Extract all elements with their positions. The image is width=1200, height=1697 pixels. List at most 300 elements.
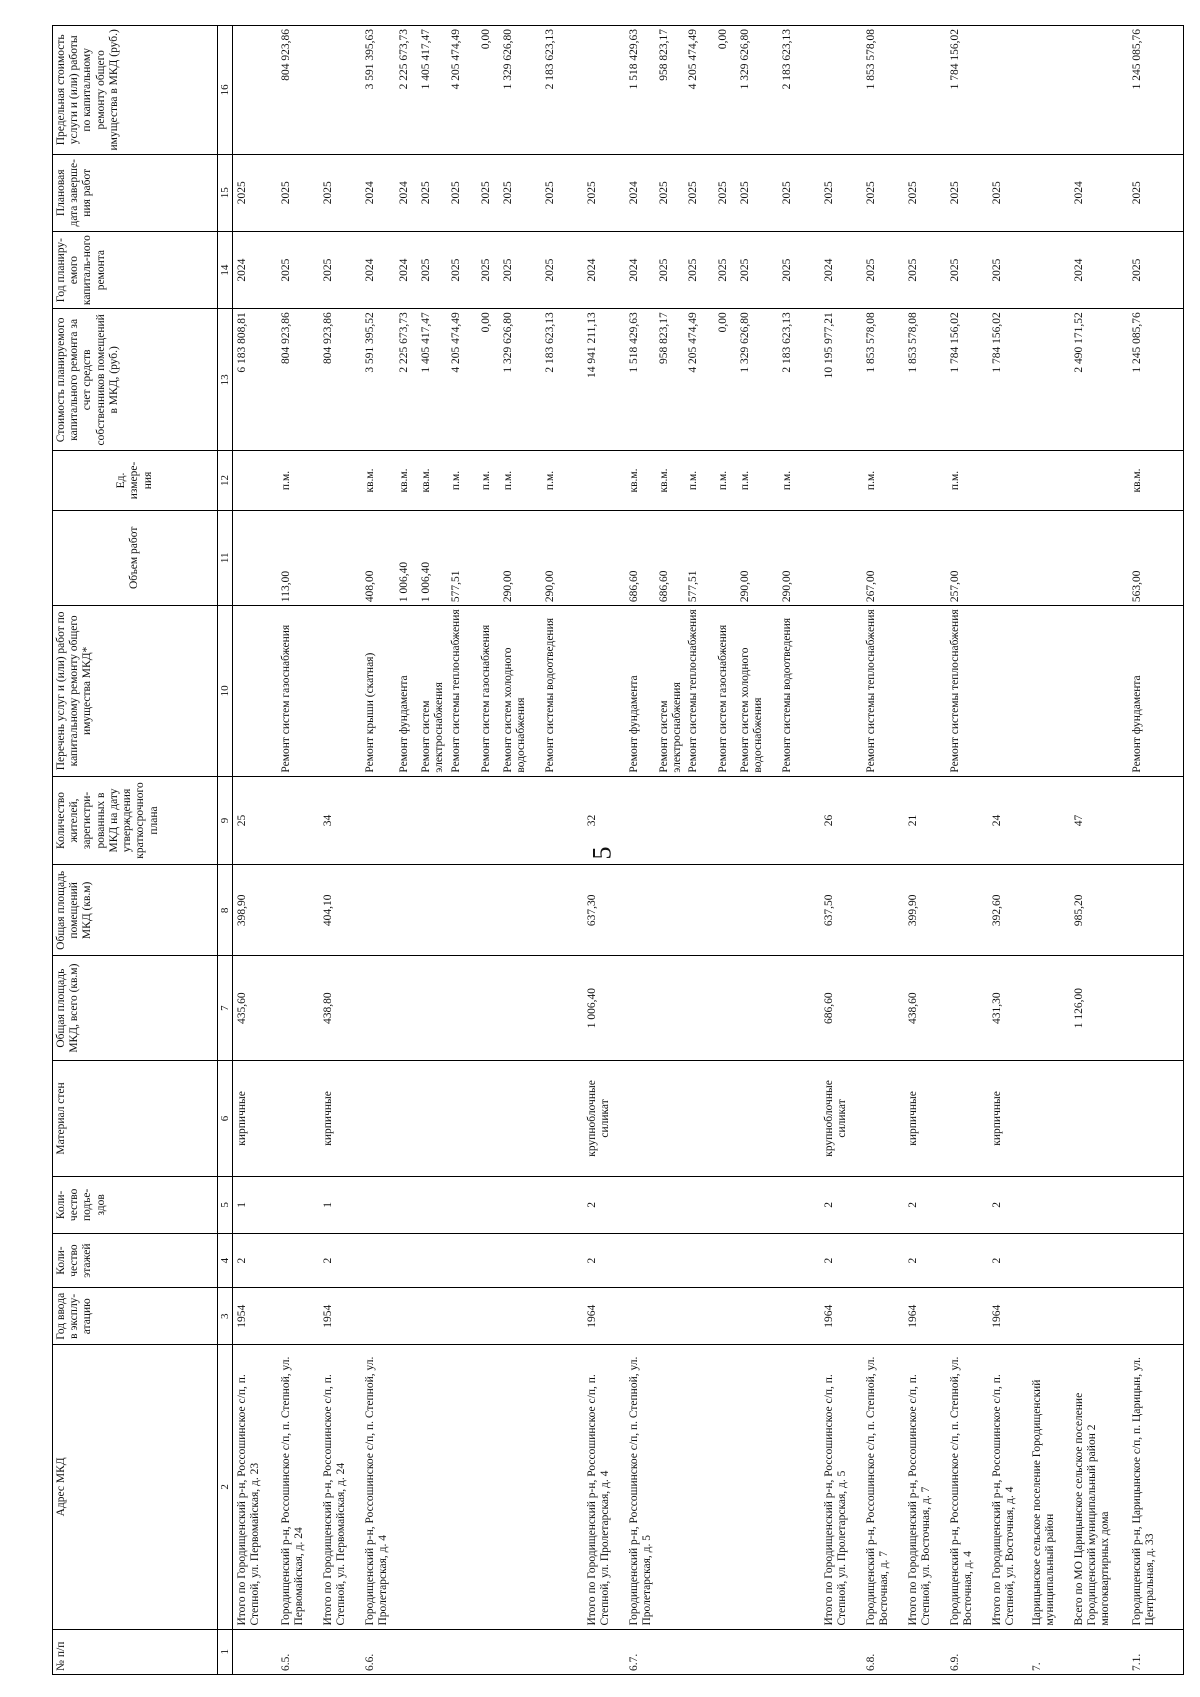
table-row (988, 26, 1028, 1675)
premises-area-cell: 392,60 (988, 865, 1028, 956)
table-row (820, 26, 862, 1675)
residents-cell (946, 776, 988, 865)
completion-year-cell: 2025 (714, 154, 736, 231)
repair-year-cell (1028, 231, 1070, 308)
total-area-cell (655, 956, 684, 1061)
total-area-cell: 1 126,00 (1070, 956, 1128, 1061)
header-address: Адрес МКД (53, 1345, 218, 1629)
total-area-cell (417, 956, 447, 1061)
floors-cell: 2 (583, 1233, 625, 1288)
total-area-cell (447, 956, 477, 1061)
row-number (233, 1629, 277, 1674)
table-row (541, 26, 583, 1675)
wall-material-cell: крупноблочные силикат (583, 1060, 625, 1176)
limit-cost-cell (904, 26, 946, 155)
unit-cell: кв.м. (655, 451, 684, 510)
unit-cell: п.м. (714, 451, 736, 510)
residents-cell: 32 (583, 776, 625, 865)
work-type-cell: Ремонт систем газоснабжения (714, 606, 736, 777)
cost-cell: 958 823,17 (655, 309, 684, 451)
floors-cell (361, 1233, 395, 1288)
entrances-cell (447, 1176, 477, 1233)
colnum: 8 (218, 865, 233, 956)
cost-cell: 1 784 156,02 (946, 309, 988, 451)
volume-cell: 290,00 (736, 510, 778, 606)
row-number (499, 1629, 541, 1674)
volume-cell (477, 510, 499, 606)
address-cell: Городищенский р-н, Царицынское с/п, п. Царицын, ул. Центральная, д. 33 (1128, 1345, 1184, 1629)
address-cell (477, 1345, 499, 1629)
limit-cost-cell: 2 183 623,13 (541, 26, 583, 155)
completion-year-cell: 2025 (541, 154, 583, 231)
table-row (655, 26, 684, 1675)
repair-year-cell: 2025 (904, 231, 946, 308)
cost-cell: 1 245 085,76 (1128, 309, 1184, 451)
wall-material-cell (778, 1060, 820, 1176)
year-cell: 1954 (319, 1288, 361, 1345)
unit-cell: п.м. (684, 451, 714, 510)
work-type-cell: Ремонт системы водоотведения (778, 606, 820, 777)
table-row (862, 26, 904, 1675)
entrances-cell (499, 1176, 541, 1233)
residents-cell (625, 776, 655, 865)
work-type-cell: Ремонт системы водоотведения (541, 606, 583, 777)
premises-area-cell (655, 865, 684, 956)
colnum: 10 (218, 606, 233, 777)
row-number (1070, 1629, 1128, 1674)
wall-material-cell (714, 1060, 736, 1176)
limit-cost-cell: 1 245 085,76 (1128, 26, 1184, 155)
wall-material-cell: кирпичные (988, 1060, 1028, 1176)
premises-area-cell: 637,30 (583, 865, 625, 956)
entrances-cell (862, 1176, 904, 1233)
unit-cell (820, 451, 862, 510)
repair-year-cell: 2025 (541, 231, 583, 308)
premises-area-cell: 398,90 (233, 865, 277, 956)
table-row (1128, 26, 1184, 1675)
completion-year-cell: 2025 (277, 154, 319, 231)
volume-cell (904, 510, 946, 606)
unit-cell: п.м. (499, 451, 541, 510)
completion-year-cell: 2025 (988, 154, 1028, 231)
repair-year-cell: 2024 (1070, 231, 1128, 308)
limit-cost-cell: 0,00 (714, 26, 736, 155)
floors-cell (684, 1233, 714, 1288)
premises-area-cell (277, 865, 319, 956)
year-cell (1028, 1288, 1070, 1345)
completion-year-cell (1028, 154, 1070, 231)
limit-cost-cell: 4 205 474,49 (684, 26, 714, 155)
row-number (778, 1629, 820, 1674)
header-completion-date: Плановая дата заверше-ния работ (53, 154, 218, 231)
completion-year-cell: 2025 (778, 154, 820, 231)
address-cell: Итого по Городищенский р-н, Россошинское с/п, п. Степной, ул. Первомайская, д. 24 (319, 1345, 361, 1629)
entrances-cell: 2 (904, 1176, 946, 1233)
residents-cell (1128, 776, 1184, 865)
colnum: 15 (218, 154, 233, 231)
table-row (395, 26, 417, 1675)
repair-year-cell: 2025 (417, 231, 447, 308)
residents-cell (862, 776, 904, 865)
unit-cell: п.м. (447, 451, 477, 510)
total-area-cell: 435,60 (233, 956, 277, 1061)
unit-cell: кв.м. (361, 451, 395, 510)
colnum: 11 (218, 510, 233, 606)
premises-area-cell (447, 865, 477, 956)
table-row (477, 26, 499, 1675)
floors-cell (946, 1233, 988, 1288)
entrances-cell: 2 (583, 1176, 625, 1233)
header-volume: Объем работ (53, 510, 218, 606)
residents-cell: 26 (820, 776, 862, 865)
entrances-cell (1128, 1176, 1184, 1233)
cost-cell: 1 518 429,63 (625, 309, 655, 451)
repair-plan-table (52, 25, 1184, 1675)
cost-cell: 3 591 395,52 (361, 309, 395, 451)
limit-cost-cell: 1 853 578,08 (862, 26, 904, 155)
repair-year-cell: 2025 (684, 231, 714, 308)
completion-year-cell: 2025 (233, 154, 277, 231)
premises-area-cell: 399,90 (904, 865, 946, 956)
completion-year-cell: 2025 (946, 154, 988, 231)
wall-material-cell (684, 1060, 714, 1176)
row-number (477, 1629, 499, 1674)
wall-material-cell (946, 1060, 988, 1176)
premises-area-cell (417, 865, 447, 956)
cost-cell: 10 195 977,21 (820, 309, 862, 451)
wall-material-cell (417, 1060, 447, 1176)
completion-year-cell: 2025 (820, 154, 862, 231)
address-cell: Всего по МО Царицынское сельское поселение Городищенский муниципальный район 2 многоквартирных дома (1070, 1345, 1128, 1629)
volume-cell (714, 510, 736, 606)
residents-cell (417, 776, 447, 865)
floors-cell (499, 1233, 541, 1288)
work-type-cell: Ремонт крыши (скатная) (361, 606, 395, 777)
unit-cell: кв.м. (417, 451, 447, 510)
residents-cell (655, 776, 684, 865)
cost-cell: 4 205 474,49 (447, 309, 477, 451)
total-area-cell (541, 956, 583, 1061)
floors-cell (655, 1233, 684, 1288)
header-total-area: Общая площадь МКД, всего (кв.м) (53, 956, 218, 1061)
address-cell (499, 1345, 541, 1629)
work-type-cell: Ремонт систем холодного водоснабжения (499, 606, 541, 777)
cost-cell: 1 853 578,08 (862, 309, 904, 451)
entrances-cell (1028, 1176, 1070, 1233)
unit-cell (233, 451, 277, 510)
floors-cell (1128, 1233, 1184, 1288)
completion-year-cell: 2025 (319, 154, 361, 231)
floors-cell (625, 1233, 655, 1288)
year-cell: 1964 (820, 1288, 862, 1345)
residents-cell: 47 (1070, 776, 1128, 865)
limit-cost-cell (233, 26, 277, 155)
cost-cell: 804 923,86 (277, 309, 319, 451)
completion-year-cell: 2024 (1070, 154, 1128, 231)
repair-year-cell: 2025 (988, 231, 1028, 308)
limit-cost-cell: 1 784 156,02 (946, 26, 988, 155)
address-cell (714, 1345, 736, 1629)
total-area-cell: 686,60 (820, 956, 862, 1061)
volume-cell (1028, 510, 1070, 606)
year-cell: 1964 (988, 1288, 1028, 1345)
work-type-cell: Ремонт фундамента (1128, 606, 1184, 777)
entrances-cell (395, 1176, 417, 1233)
table-row (447, 26, 477, 1675)
address-cell: Городищенский р-н, Россошинское с/п, п. Степной, ул. Пролетарская, д. 5 (625, 1345, 655, 1629)
row-number (820, 1629, 862, 1674)
address-cell: Городищенский р-н, Россошинское с/п, п. Степной, ул. Восточная, д. 4 (946, 1345, 988, 1629)
row-number (988, 1629, 1028, 1674)
floors-cell (1070, 1233, 1128, 1288)
limit-cost-cell: 1 329 626,80 (499, 26, 541, 155)
limit-cost-cell: 958 823,17 (655, 26, 684, 155)
unit-cell: п.м. (277, 451, 319, 510)
table-row (946, 26, 988, 1675)
year-cell (477, 1288, 499, 1345)
address-cell: Городищенский р-н, Россошинское с/п, п. Степной, ул. Первомайская, д. 24 (277, 1345, 319, 1629)
wall-material-cell (361, 1060, 395, 1176)
table-row (583, 26, 625, 1675)
total-area-cell (1028, 956, 1070, 1061)
address-cell (655, 1345, 684, 1629)
work-type-cell (904, 606, 946, 777)
unit-cell: кв.м. (625, 451, 655, 510)
residents-cell: 34 (319, 776, 361, 865)
completion-year-cell: 2025 (736, 154, 778, 231)
unit-cell (1028, 451, 1070, 510)
repair-year-cell: 2024 (820, 231, 862, 308)
limit-cost-cell: 1 329 626,80 (736, 26, 778, 155)
row-number: 7.1. (1128, 1629, 1184, 1674)
cost-cell: 2 183 623,13 (778, 309, 820, 451)
row-number: 6.9. (946, 1629, 988, 1674)
address-cell: Царицынское сельское поселение Городищенский муниципальный район (1028, 1345, 1070, 1629)
floors-cell: 2 (233, 1233, 277, 1288)
repair-year-cell: 2025 (447, 231, 477, 308)
cost-cell: 6 183 808,81 (233, 309, 277, 451)
header-residents: Количество жителей, зарегистри-рованных в МКД на дату утверждения краткосрочного плана (53, 776, 218, 865)
wall-material-cell (655, 1060, 684, 1176)
unit-cell: п.м. (946, 451, 988, 510)
colnum: 14 (218, 231, 233, 308)
table-row (361, 26, 395, 1675)
limit-cost-cell (820, 26, 862, 155)
total-area-cell: 431,30 (988, 956, 1028, 1061)
row-number (583, 1629, 625, 1674)
cost-cell: 804 923,86 (319, 309, 361, 451)
premises-area-cell (862, 865, 904, 956)
entrances-cell (714, 1176, 736, 1233)
total-area-cell (778, 956, 820, 1061)
entrances-cell: 1 (233, 1176, 277, 1233)
table-row (736, 26, 778, 1675)
floors-cell (395, 1233, 417, 1288)
wall-material-cell (447, 1060, 477, 1176)
limit-cost-cell: 1 405 417,47 (417, 26, 447, 155)
table-row (319, 26, 361, 1675)
entrances-cell: 2 (820, 1176, 862, 1233)
year-cell (736, 1288, 778, 1345)
residents-cell (778, 776, 820, 865)
year-cell (447, 1288, 477, 1345)
residents-cell (736, 776, 778, 865)
repair-year-cell: 2025 (477, 231, 499, 308)
row-number: 6.6. (361, 1629, 395, 1674)
entrances-cell (655, 1176, 684, 1233)
work-type-cell (233, 606, 277, 777)
row-number (655, 1629, 684, 1674)
entrances-cell (625, 1176, 655, 1233)
work-type-cell: Ремонт системы теплоснабжения (946, 606, 988, 777)
wall-material-cell (862, 1060, 904, 1176)
address-cell: Городищенский р-н, Россошинское с/п, п. Степной, ул. Пролетарская, д. 4 (361, 1345, 395, 1629)
wall-material-cell (736, 1060, 778, 1176)
premises-area-cell (477, 865, 499, 956)
wall-material-cell (499, 1060, 541, 1176)
wall-material-cell (277, 1060, 319, 1176)
address-cell (684, 1345, 714, 1629)
total-area-cell (684, 956, 714, 1061)
row-number (904, 1629, 946, 1674)
address-cell: Городищенский р-н, Россошинское с/п, п. Степной, ул. Восточная, д. 7 (862, 1345, 904, 1629)
wall-material-cell (395, 1060, 417, 1176)
work-type-cell (319, 606, 361, 777)
total-area-cell (625, 956, 655, 1061)
year-cell (1070, 1288, 1128, 1345)
unit-cell (1070, 451, 1128, 510)
table-row (684, 26, 714, 1675)
volume-cell: 577,51 (684, 510, 714, 606)
completion-year-cell: 2025 (499, 154, 541, 231)
entrances-cell (684, 1176, 714, 1233)
total-area-cell: 1 006,40 (583, 956, 625, 1061)
unit-cell: п.м. (541, 451, 583, 510)
premises-area-cell (946, 865, 988, 956)
work-type-cell: Ремонт систем газоснабжения (477, 606, 499, 777)
repair-year-cell: 2025 (862, 231, 904, 308)
entrances-cell (946, 1176, 988, 1233)
completion-year-cell: 2025 (583, 154, 625, 231)
completion-year-cell: 2025 (904, 154, 946, 231)
cost-cell: 0,00 (714, 309, 736, 451)
volume-cell: 257,00 (946, 510, 988, 606)
table-row (1070, 26, 1128, 1675)
premises-area-cell (625, 865, 655, 956)
address-cell: Итого по Городищенский р-н, Россошинское с/п, п. Степной, ул. Восточная, д. 4 (988, 1345, 1028, 1629)
table-row (1028, 26, 1070, 1675)
address-cell: Итого по Городищенский р-н, Россошинское с/п, п. Степной, ул. Пролетарская, д. 4 (583, 1345, 625, 1629)
volume-cell: 686,60 (625, 510, 655, 606)
completion-year-cell: 2024 (625, 154, 655, 231)
header-year: Год ввода в эксплу-атацию (53, 1288, 218, 1345)
work-type-cell (1028, 606, 1070, 777)
floors-cell (477, 1233, 499, 1288)
year-cell (714, 1288, 736, 1345)
completion-year-cell: 2025 (684, 154, 714, 231)
total-area-cell: 438,80 (319, 956, 361, 1061)
cost-cell: 1 853 578,08 (904, 309, 946, 451)
colnum: 16 (218, 26, 233, 155)
wall-material-cell (625, 1060, 655, 1176)
entrances-cell: 1 (319, 1176, 361, 1233)
completion-year-cell: 2025 (447, 154, 477, 231)
premises-area-cell (778, 865, 820, 956)
repair-year-cell: 2024 (395, 231, 417, 308)
year-cell: 1964 (904, 1288, 946, 1345)
wall-material-cell: кирпичные (319, 1060, 361, 1176)
cost-cell: 2 490 171,52 (1070, 309, 1128, 451)
rotated-page (52, 25, 1200, 1675)
cost-cell: 2 183 623,13 (541, 309, 583, 451)
limit-cost-cell (319, 26, 361, 155)
address-cell (736, 1345, 778, 1629)
premises-area-cell (714, 865, 736, 956)
address-cell (541, 1345, 583, 1629)
year-cell (499, 1288, 541, 1345)
colnum: 1 (218, 1629, 233, 1674)
volume-cell: 1 006,40 (417, 510, 447, 606)
repair-year-cell: 2025 (277, 231, 319, 308)
floors-cell (277, 1233, 319, 1288)
limit-cost-cell (988, 26, 1028, 155)
repair-year-cell: 2025 (499, 231, 541, 308)
total-area-cell: 438,60 (904, 956, 946, 1061)
unit-cell (319, 451, 361, 510)
entrances-cell (736, 1176, 778, 1233)
table-row (778, 26, 820, 1675)
completion-year-cell: 2025 (862, 154, 904, 231)
floors-cell (736, 1233, 778, 1288)
address-cell (395, 1345, 417, 1629)
floors-cell (447, 1233, 477, 1288)
colnum: 7 (218, 956, 233, 1061)
header-unit: Ед. измере-ния (53, 451, 218, 510)
volume-cell (1070, 510, 1128, 606)
premises-area-cell: 637,50 (820, 865, 862, 956)
premises-area-cell (541, 865, 583, 956)
residents-cell (361, 776, 395, 865)
row-number (736, 1629, 778, 1674)
entrances-cell (277, 1176, 319, 1233)
floors-cell (862, 1233, 904, 1288)
table-row (277, 26, 319, 1675)
total-area-cell (395, 956, 417, 1061)
entrances-cell (361, 1176, 395, 1233)
volume-cell (319, 510, 361, 606)
row-number (417, 1629, 447, 1674)
unit-cell (988, 451, 1028, 510)
unit-cell: кв.м. (1128, 451, 1184, 510)
premises-area-cell: 985,20 (1070, 865, 1128, 956)
work-type-cell (820, 606, 862, 777)
limit-cost-cell: 3 591 395,63 (361, 26, 395, 155)
cost-cell: 4 205 474,49 (684, 309, 714, 451)
entrances-cell (778, 1176, 820, 1233)
total-area-cell (862, 956, 904, 1061)
table-row (904, 26, 946, 1675)
entrances-cell (541, 1176, 583, 1233)
work-type-cell: Ремонт систем холодного водоснабжения (736, 606, 778, 777)
limit-cost-cell (1070, 26, 1128, 155)
work-type-cell: Ремонт фундамента (625, 606, 655, 777)
year-cell (395, 1288, 417, 1345)
year-cell (862, 1288, 904, 1345)
entrances-cell (477, 1176, 499, 1233)
colnum: 9 (218, 776, 233, 865)
floors-cell (1028, 1233, 1070, 1288)
volume-cell: 577,51 (447, 510, 477, 606)
